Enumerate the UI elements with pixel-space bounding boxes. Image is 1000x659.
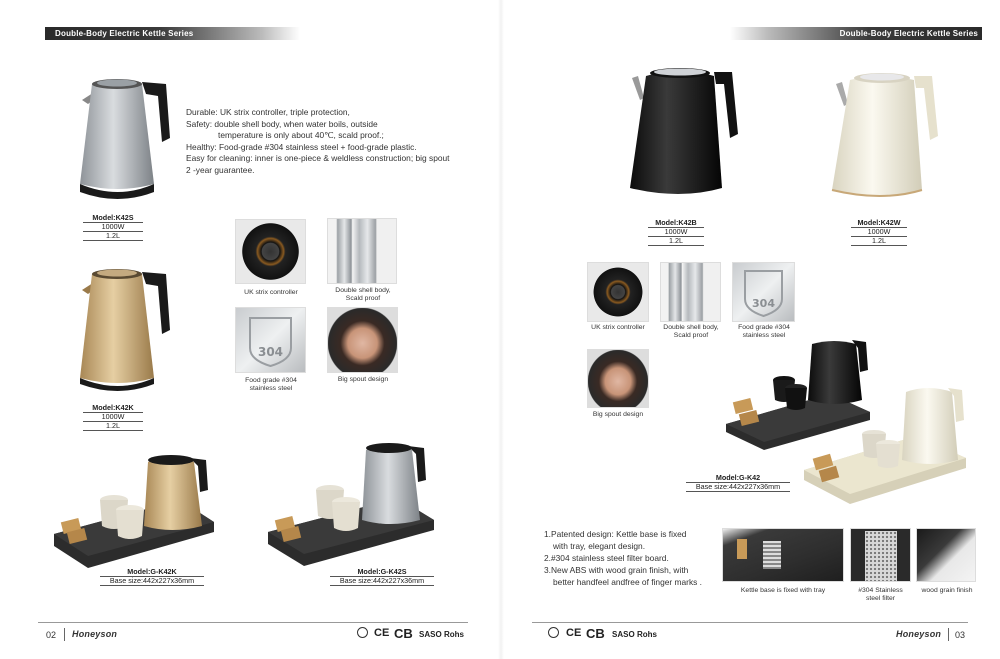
page-number-right: 03 (955, 630, 966, 640)
wood-grain-caption: wood grain finish (921, 587, 973, 594)
patent-item-3: 3.New ABS with wood grain finish, with (544, 565, 689, 575)
model-capacity: 1.2L (648, 237, 704, 246)
model-base-size: Base size:442x227x36mm (100, 577, 204, 586)
model-gk42k-label (100, 568, 204, 586)
kettle-k42b-image (622, 64, 742, 204)
model-k42k-label (83, 404, 143, 431)
model-power: 1000W (851, 228, 907, 237)
model-k42b-label (648, 219, 704, 246)
feature-durable: Durable: UK strix controller, triple protection, (186, 107, 350, 117)
feature-guarantee: 2 -year guarantee. (186, 164, 255, 175)
stamp-304-text: 304 (752, 297, 775, 310)
cb-mark-right: CB (586, 626, 605, 641)
brand-logo-right: Honeyson (896, 629, 942, 639)
caption-line: Food grade #304 (245, 377, 297, 384)
ce-mark-right: CE (566, 627, 582, 639)
header-banner-right: Double-Body Electric Kettle Series (730, 27, 982, 40)
model-power: 1000W (648, 228, 704, 237)
kettle-k42s-image (62, 72, 172, 202)
model-capacity: 1.2L (851, 237, 907, 246)
rohs-mark-right: Rohs (637, 630, 657, 639)
footer-divider-right (948, 628, 949, 641)
big-spout-caption: Big spout design (337, 376, 389, 383)
header-banner-left: Double-Body Electric Kettle Series (45, 27, 300, 40)
caption-line: stainless steel (742, 332, 786, 339)
kettle-k42w-image (828, 70, 943, 204)
model-base-size: Base size:442x227x36mm (686, 483, 790, 492)
strix-controller-image-right (587, 262, 649, 322)
food-grade-caption (228, 377, 314, 393)
feature-safety: Safety: double shell body, when water boils, outside (186, 118, 378, 129)
kettle-k42k-image (62, 262, 172, 394)
double-shell-caption-right (652, 324, 730, 340)
caption-line: Double shell body, (335, 287, 391, 294)
big-spout-caption-right: Big spout design (592, 411, 644, 418)
model-capacity: 1.2L (83, 422, 143, 431)
certification-icon-right (548, 627, 559, 638)
food-grade-304-image-right (732, 262, 795, 322)
tray-fixed-image (722, 528, 844, 582)
footer-rule-right (532, 622, 968, 623)
feature-cleaning: Easy for cleaning: inner is one-piece & weldless construction; big spout (186, 153, 450, 164)
filter-mesh-icon (865, 531, 897, 581)
strix-controller-image (235, 219, 306, 284)
filter-board-icon (763, 541, 781, 569)
caption-line: Scald proof (673, 332, 709, 339)
big-spout-image-right (587, 349, 649, 408)
caption-line: Double shell body, (663, 324, 719, 331)
patent-item-3-cont: better handfeel andfree of finger marks . (553, 577, 702, 587)
page-number-left: 02 (46, 630, 57, 640)
model-k42w-label (851, 219, 907, 246)
patent-item-1: 1.Patented design: Kettle base is fixed (544, 529, 687, 539)
model-name: Model:K42B (648, 219, 704, 228)
model-name: Model:K42S (83, 214, 143, 223)
model-name: Model:K42K (83, 404, 143, 413)
stainless-filter-image (850, 528, 911, 582)
model-base-size: Base size:442x227x36mm (330, 577, 434, 586)
patent-item-1-cont: with tray, elegant design. (553, 541, 646, 551)
caption-line: Food grade #304 (738, 324, 790, 331)
filter-caption (845, 587, 916, 603)
tray-set-gk42s-image (266, 440, 438, 570)
model-name: Model:G-K42S (330, 568, 434, 577)
model-power: 1000W (83, 223, 143, 232)
stamp-304-icon (733, 263, 794, 321)
rohs-mark: Rohs (444, 630, 464, 639)
model-k42s-label (83, 214, 143, 241)
big-spout-image (327, 307, 398, 373)
stamp-304-text: 304 (257, 345, 284, 359)
caption-line: #304 Stainless (858, 587, 903, 594)
double-shell-image-right (660, 262, 721, 322)
model-name: Model:G-K42 (686, 474, 790, 483)
cb-mark: CB (394, 626, 413, 641)
feature-safety-cont: temperature is only about 40℃, scald proof.; (218, 130, 384, 141)
ce-mark: CE (374, 627, 390, 639)
footer-rule-left (38, 622, 468, 623)
model-capacity: 1.2L (83, 232, 143, 241)
tray-set-gk42k-image (52, 448, 217, 570)
fixed-tray-caption: Kettle base is fixed with tray (740, 587, 826, 594)
feature-healthy: Healthy: Food-grade #304 stainless steel + food-grade plastic. (186, 141, 417, 152)
model-power: 1000W (83, 413, 143, 422)
model-name: Model:K42W (851, 219, 907, 228)
caption-line: Scald proof (345, 295, 381, 302)
saso-mark: SASO (419, 630, 442, 639)
feature-list (186, 107, 450, 177)
double-shell-image (327, 218, 397, 284)
model-gk42-label (686, 474, 790, 492)
strix-caption: UK strix controller (244, 289, 298, 296)
footer-divider (64, 628, 65, 641)
wood-grain-image (916, 528, 976, 582)
strix-caption-right: UK strix controller (591, 324, 645, 331)
patent-feature-list (544, 528, 702, 588)
model-name: Model:G-K42K (100, 568, 204, 577)
double-shell-caption (320, 287, 406, 303)
model-gk42s-label (330, 568, 434, 586)
food-grade-304-image (235, 307, 306, 373)
stamp-304-icon (236, 308, 305, 372)
certification-icon (357, 627, 368, 638)
patent-item-2: 2.#304 stainless steel filter board. (544, 553, 669, 563)
page-gutter (498, 0, 504, 659)
saso-mark-right: SASO (612, 630, 635, 639)
caption-line: steel filter (865, 595, 896, 602)
caption-line: stainless steel (249, 385, 293, 392)
brand-logo-left: Honeyson (72, 629, 118, 639)
tea-packet-icon (737, 539, 747, 559)
